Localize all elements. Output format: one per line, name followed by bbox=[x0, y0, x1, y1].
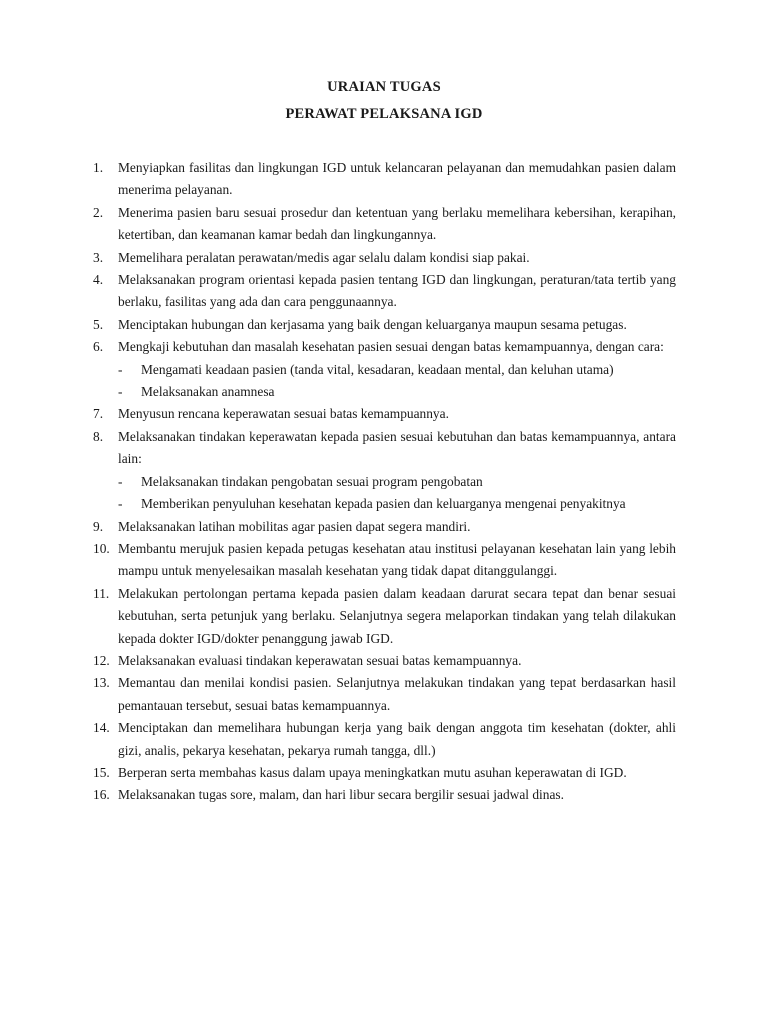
list-item bbox=[93, 762, 676, 784]
list-item bbox=[93, 314, 676, 336]
list-item bbox=[93, 784, 676, 806]
list-item-text: Melaksanakan tindakan keperawatan kepada pasien sesuai kebutuhan dan batas kemampuannya, antara lain: bbox=[118, 428, 676, 467]
list-item bbox=[93, 202, 676, 247]
list-item bbox=[93, 672, 676, 717]
list-item-text: Menciptakan dan memelihara hubungan kerja yang baik dengan anggota tim kesehatan (dokter, ahli gizi, analis, pekarya kesehatan, pekarya rumah tangga, dll.) bbox=[118, 720, 676, 758]
list-item-number: 13. bbox=[93, 675, 110, 691]
list-item-text: Menyiapkan fasilitas dan lingkungan IGD untuk kelancaran pelayanan dan memudahkan pasien dalam menerima pelayanan. bbox=[118, 160, 676, 198]
list-item-number: 2. bbox=[93, 204, 104, 220]
sub-list-item bbox=[118, 471, 676, 493]
list-item bbox=[93, 157, 676, 202]
list-item-text: Memelihara peralatan perawatan/medis agar selalu dalam kondisi siap pakai. bbox=[118, 249, 530, 265]
list-item bbox=[93, 336, 676, 403]
list-item-number: 14. bbox=[93, 720, 110, 736]
dash-bullet: - bbox=[118, 384, 123, 400]
sub-list-item-text: Mengamati keadaan pasien (tanda vital, kesadaran, keadaan mental, dan keluhan utama) bbox=[141, 361, 614, 377]
list-item-text: Melaksanakan program orientasi kepada pasien tentang IGD dan lingkungan, peraturan/tata tertib yang berlaku, fasilitas yang ada dan cara penggunaannya. bbox=[118, 272, 676, 310]
list-item bbox=[93, 403, 676, 425]
sub-list bbox=[118, 359, 676, 404]
list-item bbox=[93, 247, 676, 269]
list-item-number: 6. bbox=[93, 339, 104, 355]
document-subtitle: PERAWAT PELAKSANA IGD bbox=[285, 106, 483, 122]
list-item-number: 4. bbox=[93, 272, 104, 288]
list-item-number: 10. bbox=[93, 540, 110, 556]
list-item-number: 8. bbox=[93, 428, 104, 444]
list-item-text: Melakukan pertolongan pertama kepada pasien dalam keadaan darurat secara tepat dan benar sesuai kebutuhan, serta petunjuk yang berlaku. Selanjutnya segera melaporkan tindakan yang telah dilakukan kepada dokter IGD/dokter penanggung jawab IGD. bbox=[118, 585, 676, 646]
list-item-number: 11. bbox=[93, 585, 110, 601]
list-item-text: Melaksanakan tugas sore, malam, dan hari libur secara bergilir sesuai jadwal dinas. bbox=[118, 787, 564, 803]
dash-bullet: - bbox=[118, 496, 123, 512]
list-item-number: 15. bbox=[93, 764, 110, 780]
sub-list-item bbox=[118, 493, 676, 515]
dash-bullet: - bbox=[118, 473, 123, 489]
list-item-number: 9. bbox=[93, 518, 104, 534]
list-item bbox=[93, 538, 676, 583]
list-item-number: 3. bbox=[93, 249, 104, 265]
list-item bbox=[93, 583, 676, 650]
list-item-number: 1. bbox=[93, 160, 104, 175]
list-item-text: Memantau dan menilai kondisi pasien. Selanjutnya melakukan tindakan yang tepat berdasarkan hasil pemantauan tersebut, sesuai batas kemampuannya. bbox=[118, 675, 676, 713]
list-item bbox=[93, 650, 676, 672]
list-item-text: Menyusun rencana keperawatan sesuai batas kemampuannya. bbox=[118, 406, 449, 422]
sub-list-item-text: Memberikan penyuluhan kesehatan kepada pasien dan keluarganya mengenai penyakitnya bbox=[141, 496, 626, 512]
list-item bbox=[93, 717, 676, 762]
sub-list-item-text: Melaksanakan tindakan pengobatan sesuai program pengobatan bbox=[141, 473, 483, 489]
list-item-text: Melaksanakan latihan mobilitas agar pasien dapat segera mandiri. bbox=[118, 518, 471, 534]
list-item-text: Melaksanakan evaluasi tindakan keperawatan sesuai batas kemampuannya. bbox=[118, 652, 522, 668]
list-item-text: Berperan serta membahas kasus dalam upaya meningkatkan mutu asuhan keperawatan di IGD. bbox=[118, 764, 627, 780]
sub-list-item-text: Melaksanakan anamnesa bbox=[141, 384, 275, 400]
sub-list bbox=[118, 471, 676, 516]
sub-list-item bbox=[118, 381, 676, 403]
list-item-text: Menerima pasien baru sesuai prosedur dan ketentuan yang berlaku memelihara kebersihan, kerapihan, ketertiban, dan keamanan kamar bedah dan lingkungannya. bbox=[118, 204, 676, 243]
sub-list-item bbox=[118, 359, 676, 381]
list-item-number: 16. bbox=[93, 787, 110, 803]
document-title: URAIAN TUGAS bbox=[327, 79, 441, 95]
list-item bbox=[93, 426, 676, 516]
task-list bbox=[93, 157, 676, 807]
list-item-text: Mengkaji kebutuhan dan masalah kesehatan pasien sesuai dengan batas kemampuannya, dengan cara: bbox=[118, 339, 664, 355]
list-item-number: 7. bbox=[93, 406, 104, 422]
list-item-number: 5. bbox=[93, 316, 104, 332]
list-item bbox=[93, 269, 676, 314]
dash-bullet: - bbox=[118, 361, 123, 377]
list-item bbox=[93, 516, 676, 538]
list-item-number: 12. bbox=[93, 652, 110, 668]
list-item-text: Membantu merujuk pasien kepada petugas kesehatan atau institusi pelayanan kesehatan lain yang lebih mampu untuk menyelesaikan masalah kesehatan yang tidak dapat ditanggulanggi. bbox=[118, 540, 676, 579]
list-item-text: Menciptakan hubungan dan kerjasama yang baik dengan keluarganya maupun sesama petugas. bbox=[118, 316, 627, 332]
